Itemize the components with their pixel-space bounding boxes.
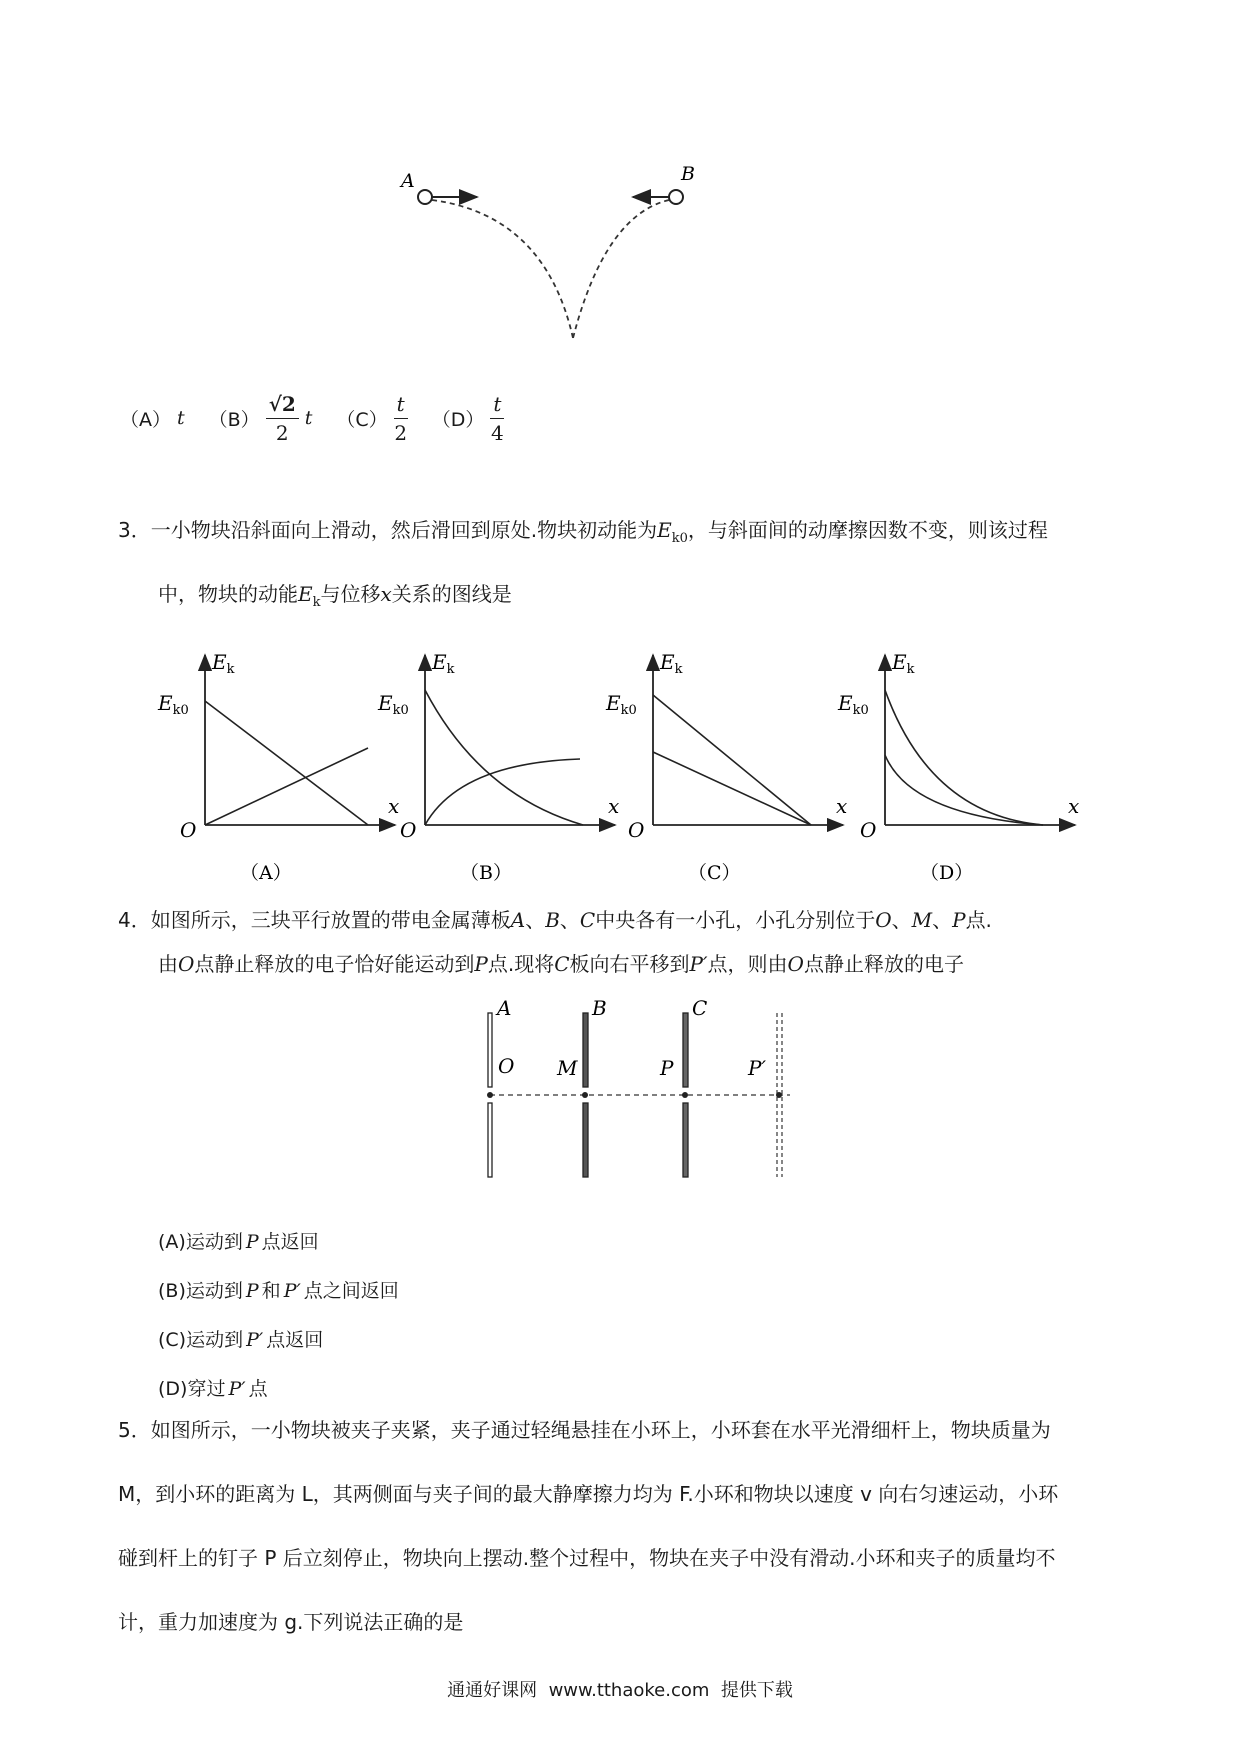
graph-d-caption: （D） — [920, 862, 974, 884]
ball-b — [669, 190, 683, 204]
q4-l2-pp: P′ — [689, 952, 708, 976]
q4-option-b-mid: 和 — [261, 1280, 281, 1302]
q4-option-d-var: P′ — [228, 1378, 246, 1400]
q4-text-1c: 点. — [965, 908, 992, 932]
page-footer: 通通好课网 www.tthaoke.com 提供下载 — [447, 1680, 793, 1701]
q2-option-d-fraction — [490, 392, 504, 445]
q2-option-b-label: （B） — [208, 408, 260, 431]
graph-c-line-upper — [653, 695, 811, 825]
q2-option-b-denominator: 2 — [275, 420, 289, 445]
q3-graph-c — [605, 650, 847, 884]
graph-c-caption: （C） — [688, 862, 741, 884]
q4-option-b — [158, 1276, 399, 1303]
trajectory-figure — [395, 160, 715, 350]
q3-ek0-main: E — [657, 518, 672, 542]
q4-option-b-var: P — [245, 1280, 259, 1302]
graph-c-ek0-label: $E_{k0}$ — [606, 691, 637, 718]
q4-l2-o: O — [178, 952, 195, 976]
q3-number: 3． — [118, 518, 151, 542]
graph-d-y-label: $E_k$ — [892, 650, 915, 677]
q4-point-m: M — [911, 908, 933, 932]
q4-option-a-var: P — [245, 1231, 259, 1253]
point-m-dot — [582, 1092, 588, 1098]
q4-option-c-var: P′ — [246, 1329, 264, 1351]
q2-option-c-fraction — [394, 392, 408, 445]
graph-b-curve-decay — [425, 690, 583, 825]
graph-c-x-label: x — [836, 794, 848, 818]
q4-option-a-prefix: (A)运动到 — [158, 1231, 243, 1253]
q4-plate-a: A — [510, 908, 526, 932]
q2-option-d-denominator: 4 — [491, 420, 504, 445]
q5-number: 5． — [118, 1418, 151, 1442]
q5-line-1 — [118, 1420, 1051, 1440]
q3-ek0 — [657, 518, 688, 546]
ball-a — [418, 190, 432, 204]
fig-label-p: P — [660, 1056, 674, 1080]
q4-text-1b: 中央各有一小孔，小孔分别位于 — [595, 908, 876, 932]
graph-c-y-label: $E_k$ — [660, 650, 683, 677]
q4-text-2c: 点.现将 — [487, 952, 555, 976]
q3-text-2a: 中，物块的动能 — [158, 582, 298, 606]
point-p-dot — [682, 1092, 688, 1098]
q3-ek-sub: k — [312, 595, 321, 610]
q2-option-c-numerator: t — [394, 392, 408, 419]
graph-b-ek0-label: $E_{k0}$ — [378, 691, 409, 718]
q3-graph-d — [837, 650, 1079, 884]
q4-sep-3: 、 — [891, 908, 912, 932]
q3-text-1a: 一小物块沿斜面向上滑动，然后滑回到原处.物块初动能为 — [150, 518, 658, 542]
q2-option-b-fraction — [266, 392, 299, 445]
label-a: A — [401, 170, 415, 192]
q4-option-b-prefix: (B)运动到 — [158, 1280, 243, 1302]
q2-option-c-denominator: 2 — [394, 420, 408, 445]
q4-option-b-var2: P′ — [283, 1280, 301, 1302]
fig-label-c: C — [692, 996, 708, 1020]
graph-a-x-label: x — [388, 794, 400, 818]
q3-line-2 — [158, 584, 512, 609]
graph-d-ek0-label: $E_{k0}$ — [838, 691, 869, 718]
graph-b-origin: O — [400, 818, 417, 842]
q3-ek-main: E — [298, 582, 313, 606]
graph-a-curve-up — [205, 748, 368, 825]
q4-sep-4: 、 — [932, 908, 953, 932]
graph-a-caption: （A） — [240, 862, 292, 884]
fig-label-m: M — [557, 1056, 578, 1080]
q4-option-d — [158, 1374, 268, 1401]
q4-line-2 — [158, 954, 964, 974]
q3-x: x — [380, 582, 392, 606]
graph-b-caption: （B） — [460, 862, 512, 884]
q3-text-1b: ，与斜面间的动摩擦因数不变，则该过程 — [687, 518, 1048, 542]
q3-text-2c: 关系的图线是 — [391, 582, 512, 606]
q4-text-1a: 如图所示，三块平行放置的带电金属薄板 — [150, 908, 511, 932]
q4-l2-c: C — [554, 952, 570, 976]
q2-option-a-label: （A） — [120, 408, 171, 431]
graph-c-origin: O — [628, 818, 645, 842]
trajectory-b — [573, 200, 669, 338]
q2-option-b-numerator: √2 — [266, 392, 299, 419]
q4-l2-o2: O — [787, 952, 804, 976]
graph-b-y-label: $E_k$ — [432, 650, 455, 677]
q4-option-b-suffix: 点之间返回 — [303, 1280, 399, 1302]
q4-sep-2: 、 — [559, 908, 580, 932]
q5-line-2: M，到小环的距离为 L，其两侧面与夹子间的最大静摩擦力均为 F.小环和物块以速度 v 向右匀速运动，小环 — [118, 1482, 1059, 1506]
q4-option-a-suffix: 点返回 — [261, 1231, 319, 1253]
q4-plate-c: C — [579, 908, 596, 932]
q2-option-d-numerator: t — [490, 392, 504, 419]
q5-line-3: 碰到杆上的钉子 P 后立刻停止，物块向上摆动.整个过程中，物块在夹子中没有滑动.小环和夹子的质量均不 — [118, 1546, 1056, 1570]
graph-d-curve-upper — [885, 690, 1043, 825]
q3-graphs — [158, 645, 1170, 885]
q4-text-2a: 由 — [158, 952, 178, 976]
q4-number: 4． — [118, 908, 151, 932]
q3-graph-b — [377, 650, 619, 884]
graph-a-origin: O — [180, 818, 197, 842]
label-b: B — [681, 163, 695, 185]
q4-text-2e: 点，则由 — [707, 952, 788, 976]
fig-label-b: B — [592, 996, 607, 1020]
q4-text-2b: 点静止释放的电子恰好能运动到 — [194, 952, 475, 976]
point-p-prime-dot — [776, 1092, 782, 1098]
q4-plates-figure — [470, 995, 810, 1195]
graph-b-x-label: x — [608, 794, 620, 818]
q5-text-1: 如图所示，一小物块被夹子夹紧，夹子通过轻绳悬挂在小环上，小环套在水平光滑细杆上，物块质量为 — [150, 1418, 1051, 1442]
q4-option-d-prefix: (D)穿过 — [158, 1378, 226, 1400]
graph-a-y-label: $E_k$ — [212, 650, 235, 677]
graph-d-origin: O — [860, 818, 877, 842]
q4-text-2d: 板向右平移到 — [569, 952, 690, 976]
q4-line-1 — [118, 910, 992, 930]
q3-ek — [298, 582, 321, 610]
q2-option-a-value: t — [177, 407, 185, 429]
q4-sep-1: 、 — [525, 908, 546, 932]
q2-option-d-label: （D） — [431, 408, 485, 431]
q3-text-2b: 与位移 — [320, 582, 381, 606]
q2-option-c-label: （C） — [336, 408, 388, 431]
fig-label-o: O — [498, 1054, 515, 1078]
q4-plate-b: B — [545, 908, 560, 932]
q4-text-2f: 点静止释放的电子 — [803, 952, 964, 976]
q4-option-c-prefix: (C)运动到 — [158, 1329, 244, 1351]
graph-c-line-lower — [653, 752, 811, 825]
q3-line-1 — [118, 520, 1048, 545]
graph-d-curve-lower — [885, 755, 1043, 825]
q4-point-o: O — [875, 908, 892, 932]
q3-graph-a — [157, 650, 399, 884]
q3-ek0-sub: k0 — [671, 531, 688, 546]
q4-l2-p: P — [474, 952, 488, 976]
fig-label-p-prime: P′ — [748, 1056, 766, 1080]
q2-option-b-var: t — [304, 407, 313, 429]
q4-option-c — [158, 1325, 323, 1352]
q4-option-a — [158, 1227, 319, 1254]
q4-point-p: P — [952, 908, 966, 932]
graph-a-ek0-label: $E_{k0}$ — [158, 691, 189, 718]
q5-line-4: 计，重力加速度为 g.下列说法正确的是 — [118, 1610, 464, 1634]
point-o-dot — [487, 1092, 493, 1098]
graph-a-curve-down — [205, 701, 368, 825]
fig-label-a: A — [497, 996, 512, 1020]
q4-option-c-suffix: 点返回 — [266, 1329, 324, 1351]
q4-option-d-suffix: 点 — [248, 1378, 268, 1400]
graph-d-x-label: x — [1068, 794, 1080, 818]
q2-options — [120, 388, 504, 448]
trajectory-a — [432, 200, 573, 338]
